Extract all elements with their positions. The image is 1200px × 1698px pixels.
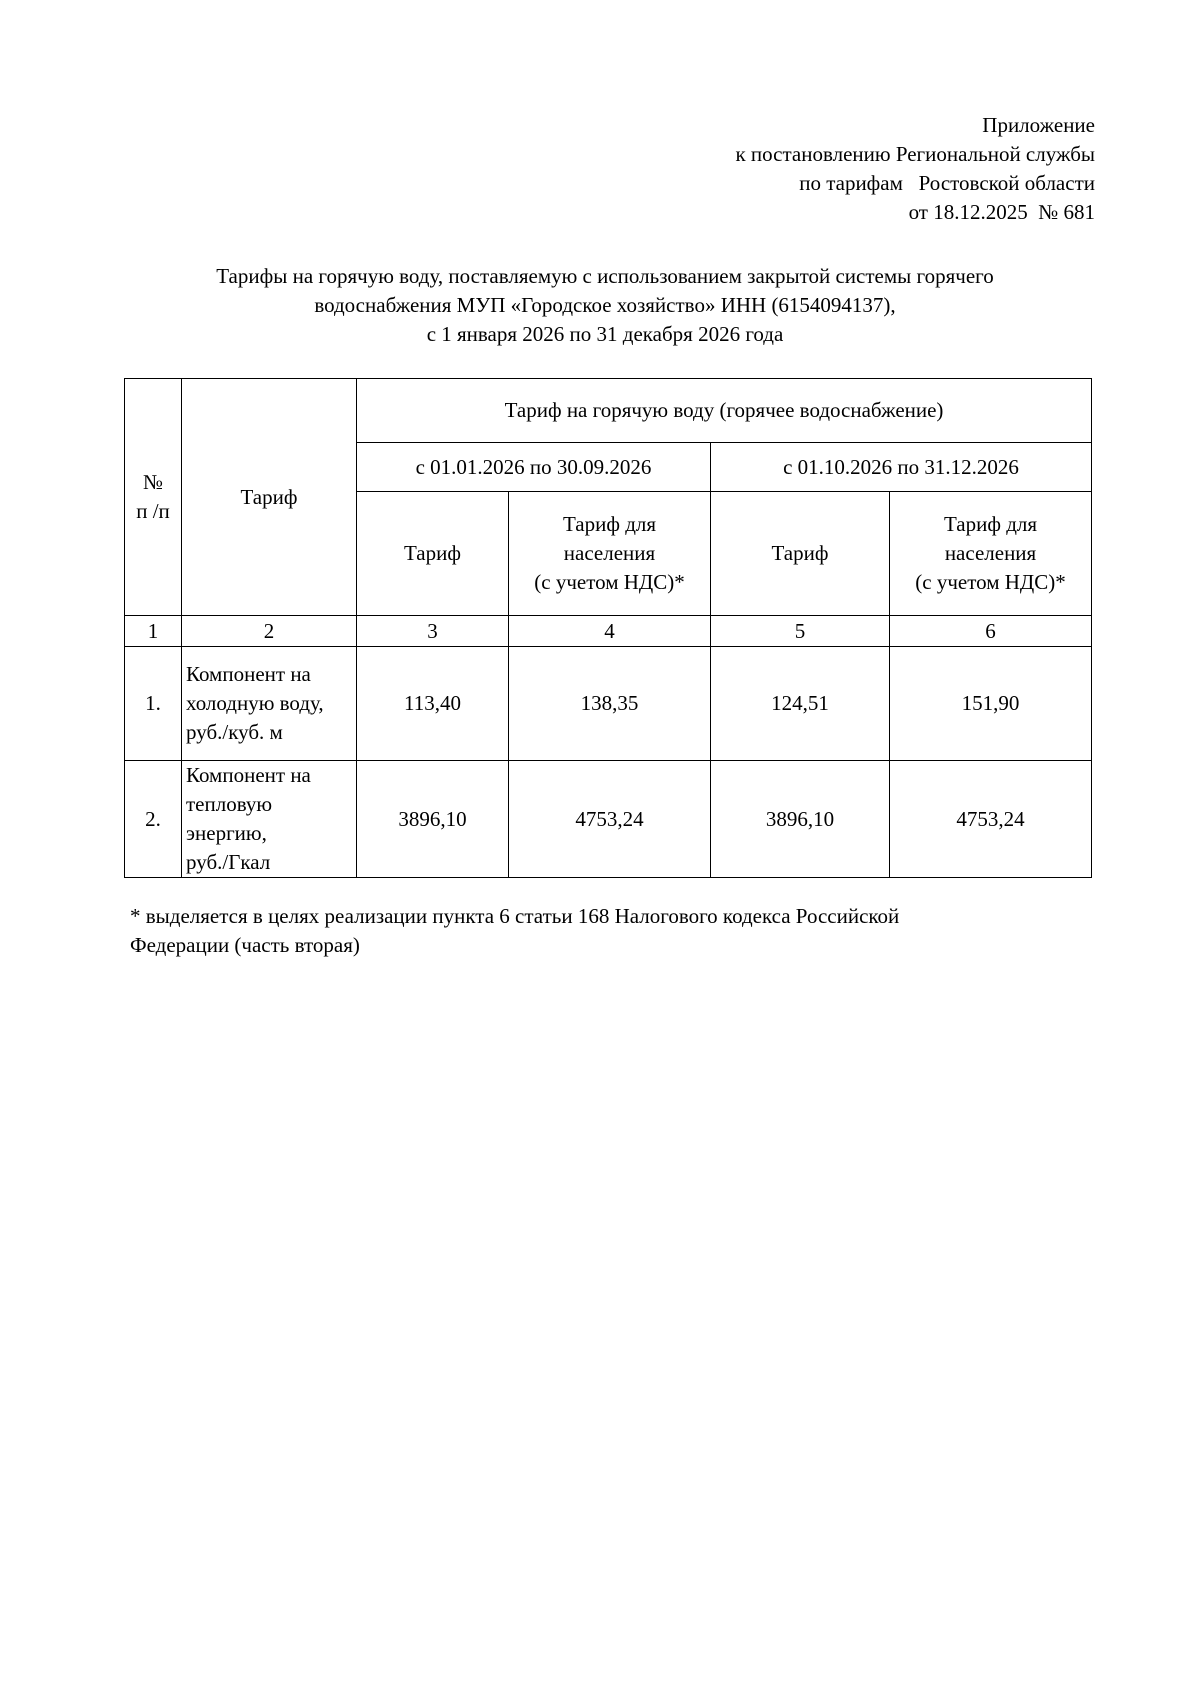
table-row	[125, 761, 1092, 878]
table-row	[125, 647, 1092, 761]
header-text: (с учетом НДС)*	[534, 570, 685, 594]
tariff-value: 3896,10	[711, 761, 890, 878]
table-header-row	[125, 379, 1092, 443]
header-number-cell	[125, 379, 182, 616]
title-line: Тарифы на горячую воду, поставляемую с использованием закрытой системы горячего	[216, 264, 994, 288]
row-number: 1.	[125, 647, 182, 761]
footnote	[130, 902, 1030, 960]
column-number: 1	[125, 616, 182, 647]
row-name-line: холодную воду,	[186, 691, 324, 715]
header-col-tariff: Тариф	[357, 492, 509, 616]
header-col-population	[890, 492, 1092, 616]
header-tariff-name-cell: Тариф	[182, 379, 357, 616]
column-number: 4	[509, 616, 711, 647]
footnote-line: * выделяется в целях реализации пункта 6 статьи 168 Налогового кодекса Российской	[130, 904, 900, 928]
tariff-value: 124,51	[711, 647, 890, 761]
row-name-line: Компонент на	[186, 763, 311, 787]
tariff-value: 4753,24	[509, 761, 711, 878]
column-number: 6	[890, 616, 1092, 647]
tariff-table	[124, 378, 1092, 878]
footnote-line: Федерации (часть вторая)	[130, 933, 360, 957]
header-text: Тариф для	[562, 512, 657, 536]
appendix-line: по тарифам Ростовской области	[799, 171, 1095, 195]
tariff-value: 3896,10	[357, 761, 509, 878]
header-text: населения	[944, 541, 1037, 565]
row-name-line: тепловую	[186, 792, 273, 816]
appendix-line: к постановлению Региональной службы	[735, 142, 1095, 166]
header-number-label: п /п	[136, 499, 170, 523]
appendix-header	[535, 111, 1095, 227]
header-text: Тариф для	[943, 512, 1038, 536]
header-period-2: с 01.10.2026 по 31.12.2026	[711, 443, 1092, 492]
row-name-line: энергию,	[186, 821, 267, 845]
row-name-line: руб./куб. м	[186, 720, 283, 744]
appendix-date-number: от 18.12.2025 № 681	[908, 200, 1095, 224]
header-text: населения	[563, 541, 656, 565]
row-name	[182, 761, 357, 878]
row-name-line: Компонент на	[186, 662, 311, 686]
column-number: 5	[711, 616, 890, 647]
row-name-line: руб./Гкал	[186, 850, 271, 874]
title-line: водоснабжения МУП «Городское хозяйство» ИНН (6154094137),	[314, 293, 896, 317]
tariff-value: 138,35	[509, 647, 711, 761]
document-title	[120, 262, 1090, 349]
header-col-population	[509, 492, 711, 616]
header-period-1: с 01.01.2026 по 30.09.2026	[357, 443, 711, 492]
title-line: с 1 января 2026 по 31 декабря 2026 года	[426, 322, 784, 346]
header-number-symbol: №	[142, 470, 164, 494]
row-name	[182, 647, 357, 761]
column-numbers-row	[125, 616, 1092, 647]
header-col-tariff: Тариф	[711, 492, 890, 616]
column-number: 2	[182, 616, 357, 647]
header-text: (с учетом НДС)*	[915, 570, 1066, 594]
tariff-value: 4753,24	[890, 761, 1092, 878]
header-group-cell: Тариф на горячую воду (горячее водоснабжение)	[357, 379, 1092, 443]
row-number: 2.	[125, 761, 182, 878]
tariff-value: 113,40	[357, 647, 509, 761]
appendix-title: Приложение	[982, 113, 1095, 137]
tariff-value: 151,90	[890, 647, 1092, 761]
column-number: 3	[357, 616, 509, 647]
